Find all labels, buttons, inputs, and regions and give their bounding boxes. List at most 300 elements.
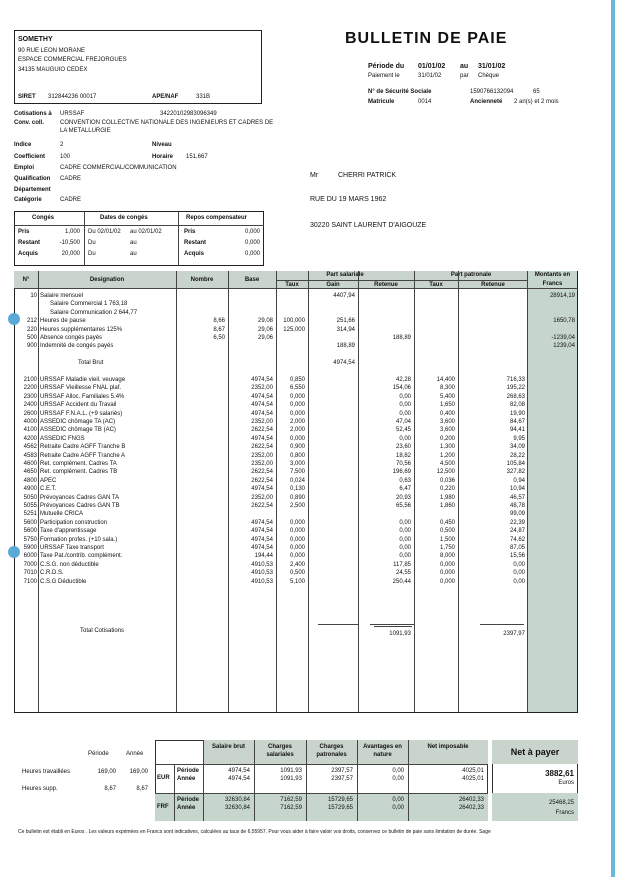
row-pretenue: 99,09 xyxy=(509,511,525,518)
total-ret-rule xyxy=(370,624,414,625)
emploi-label: Emploi xyxy=(14,165,35,171)
row-designation: Participation construction xyxy=(40,519,108,526)
repos-row-value: 0,000 xyxy=(244,251,260,257)
row-montant: 28914,19 xyxy=(549,293,575,299)
emploi-value: CADRE COMMERCIAL/COMMUNICATION xyxy=(60,165,177,171)
row-pretenue: 46,57 xyxy=(509,494,525,501)
summary-frf_a-1: 7162,59 xyxy=(280,805,302,811)
row-base: 2622,54 xyxy=(251,477,273,484)
summary-frf_p-4: 26402,33 xyxy=(458,797,484,803)
row-retenue: 65,56 xyxy=(395,503,411,509)
row-ptaux: 1,650 xyxy=(439,402,455,409)
conv-line1: CONVENTION COLLECTIVE NATIONALE DES INGENIEURS ET CADRES DE xyxy=(60,120,274,126)
indice-value: 2 xyxy=(60,142,64,148)
paid-method: Chèque xyxy=(478,73,500,79)
row-retenue: 154,06 xyxy=(392,385,411,392)
net-eur-value: 3882,61 xyxy=(545,769,574,778)
row-retenue: 0,00 xyxy=(399,402,411,409)
row-designation: Retraite Cadre AGFF Tranche B xyxy=(40,444,126,451)
th-part-salariale: Part salariale xyxy=(326,272,364,278)
row-retenue: 188,89 xyxy=(392,335,411,341)
row-base: 4974,54 xyxy=(251,528,273,535)
company-name: SOMETHY xyxy=(18,36,53,43)
row-ptaux: 1,200 xyxy=(439,452,455,459)
row-designation: Absence congés payés xyxy=(40,335,103,341)
summary-frf_p-3: 0,00 xyxy=(392,797,404,803)
sum-hours-label: Heures travaillées xyxy=(22,769,71,775)
sum-periode-h: Période xyxy=(88,751,109,757)
th-gain: Gain xyxy=(326,282,340,288)
row-num: 4000 xyxy=(23,419,37,425)
row-taux: 100,000 xyxy=(283,318,305,325)
total-patronale: 2397,97 xyxy=(503,631,525,637)
row-retenue: 0,00 xyxy=(399,393,411,400)
total-pat-rule xyxy=(480,624,524,625)
row-pretenue: 94,41 xyxy=(509,427,525,434)
row-ptaux: 0,220 xyxy=(439,486,455,493)
conv-label: Conv. coll. xyxy=(14,120,44,126)
repos-header: Repos compensateur xyxy=(186,215,248,221)
summary-mid-rule xyxy=(155,793,488,794)
sum-supp-label: Heures supp. xyxy=(22,786,58,792)
row-num: 7100 xyxy=(23,578,37,585)
row-nombre: 8,67 xyxy=(213,326,225,333)
summary-frf_a-4: 26402,33 xyxy=(458,805,484,811)
summary-eur_p-3: 0,00 xyxy=(392,768,404,774)
conges-row-from: Du xyxy=(88,251,96,257)
row-designation: Indemnité de congés payés xyxy=(40,343,114,350)
total-double-rule xyxy=(374,626,412,627)
row-designation: Prévoyances Cadres GAN TB xyxy=(40,503,120,509)
summary-frf-label: FRF xyxy=(157,804,169,810)
row-pretenue: 19,90 xyxy=(509,410,525,417)
th-des: Designation xyxy=(89,277,125,283)
row-base: 29,08 xyxy=(257,318,273,325)
row-pretenue: 10,94 xyxy=(509,486,525,493)
anciennete-value: 2 an(s) et 2 mois xyxy=(514,99,559,105)
footer-note: Ce bulletin est établi en Euros . Les valeurs exprimées en Francs sont indicatives, calculées au taux de 6,55957. Pour vous aider à faire valoir vos droits, conservez ce bulletin de paie sans limitation de durée. Sage xyxy=(18,829,491,835)
row-num: 4600 xyxy=(23,461,37,467)
row-pretenue: 0,94 xyxy=(513,477,525,484)
net-eur-unit: Euros xyxy=(558,780,574,786)
row-pretenue: 268,63 xyxy=(506,393,525,400)
row-pretenue: 48,78 xyxy=(509,503,525,509)
row-pretenue: 327,82 xyxy=(506,469,525,476)
row-ptaux: 0,450 xyxy=(439,519,455,526)
table-header-rule xyxy=(14,288,578,289)
conges-row-label: Restant xyxy=(18,240,41,246)
row-ptaux: 8,000 xyxy=(439,553,455,560)
row-num: 900 xyxy=(26,343,37,350)
summary-frf_p-0: 32630,84 xyxy=(224,797,250,803)
matricule-value: 0014 xyxy=(418,99,432,105)
summary-eur_a-0: 4974,54 xyxy=(228,776,250,782)
summary-header-0: Salaire brut xyxy=(211,744,245,750)
row-designation: URSSAF F.N.A.L. (+9 salariés) xyxy=(40,410,123,417)
row-designation: Retraite Cadre AGFF Tranche A xyxy=(40,452,126,459)
row-retenue: 117,85 xyxy=(393,561,411,568)
cat-label: Catégorie xyxy=(14,197,42,203)
repos-row-label: Acquis xyxy=(184,251,205,257)
conv-line2: LA METALLURGIE xyxy=(60,128,111,134)
row-num: 2100 xyxy=(23,377,37,383)
summary-eur_a-4: 4025,01 xyxy=(462,776,484,782)
row-taux: 2,000 xyxy=(289,419,305,425)
row-num: 4650 xyxy=(23,469,37,476)
summary-eur_a-1: 1091,93 xyxy=(280,776,302,782)
cat-value: CADRE xyxy=(60,197,82,203)
row-pretenue: 195,22 xyxy=(506,385,525,392)
row-retenue: 6,47 xyxy=(399,486,411,493)
sum-supp-period: 8,67 xyxy=(104,786,116,792)
row-base: 2352,00 xyxy=(251,494,273,501)
company-addr1: 90 RUE LEON MORANE xyxy=(18,48,86,54)
row-designation: Taxe Pat./contrib. complément. xyxy=(40,553,123,560)
row-num: 5600 xyxy=(23,519,37,526)
row-ptaux: 1,860 xyxy=(439,503,455,509)
th-taux: Taux xyxy=(285,282,299,288)
cotisations-value: URSSAF xyxy=(60,111,85,117)
coef-value: 100 xyxy=(60,154,71,160)
row-retenue: 250,44 xyxy=(392,578,411,585)
row-taux: 0,130 xyxy=(289,486,305,493)
dept-label: Département xyxy=(14,187,51,193)
row-pretenue: 105,84 xyxy=(506,461,525,467)
paid-label: Paiement le xyxy=(368,73,400,79)
row-num: 7000 xyxy=(23,561,37,568)
paid-par: par xyxy=(460,73,469,79)
horaire-label: Horaire xyxy=(152,154,174,160)
row-retenue: 52,45 xyxy=(395,427,411,434)
row-retenue: 0,00 xyxy=(399,553,411,560)
row-base: 2352,00 xyxy=(251,385,273,392)
total-gain-rule xyxy=(318,624,358,625)
row-designation: Salaire mensuel xyxy=(40,293,84,299)
qual-label: Qualification xyxy=(14,176,51,182)
row-base: 4910,53 xyxy=(251,578,273,585)
summary-frf_a-3: 0,00 xyxy=(392,805,404,811)
row-designation: C.S.G. non déductible xyxy=(40,561,99,568)
recipient-name: CHERRI PATRICK xyxy=(338,172,397,179)
row-retenue: 70,56 xyxy=(395,461,411,467)
row-num: 5050 xyxy=(23,494,37,501)
th-francs: Francs xyxy=(542,281,563,287)
summary-frf-annee: Année xyxy=(177,805,196,811)
siret-value: 312844236 00017 xyxy=(48,94,97,100)
row-taux: 2,500 xyxy=(289,503,305,509)
row-designation: URSSAF Maladie vieil. veuvage xyxy=(40,377,126,383)
row-num: 5900 xyxy=(23,545,37,551)
period-au: au xyxy=(460,63,469,70)
th-ptaux: Taux xyxy=(429,282,443,288)
th-part-patronale: Part patronale xyxy=(450,272,492,278)
summary-eur_a-2: 2397,57 xyxy=(331,776,353,782)
horaire-value: 151,667 xyxy=(186,154,208,160)
row-taux: 0,000 xyxy=(289,536,305,543)
th-montants: Montants en xyxy=(534,272,571,278)
row-num: 2300 xyxy=(23,393,37,400)
row-ptaux: 0,036 xyxy=(439,477,455,484)
row-pretenue: 0,00 xyxy=(513,570,525,577)
row-taux: 6,550 xyxy=(289,385,305,392)
row-pretenue: 0,00 xyxy=(513,561,525,568)
row-num: 2200 xyxy=(23,385,37,392)
row-taux: 2,400 xyxy=(289,561,305,568)
sum-hours-year: 169,00 xyxy=(129,769,148,775)
row-retenue: 0,00 xyxy=(399,536,411,543)
row-num: 4800 xyxy=(23,477,37,484)
recipient-addr2: 30220 SAINT LAURENT D'AIGOUZE xyxy=(310,222,427,229)
row-base: 4974,54 xyxy=(251,377,273,383)
period-from: 01/01/02 xyxy=(418,63,446,70)
conges-row-from: Du 02/01/02 xyxy=(88,229,121,235)
summary-header-4: Net imposable xyxy=(427,744,469,750)
summary-eur_p-0: 4974,54 xyxy=(228,768,250,774)
repos-row-label: Pris xyxy=(184,229,196,235)
th-nombre: Nombre xyxy=(190,277,214,283)
repos-row-label: Restant xyxy=(184,240,207,246)
row-retenue: 24,55 xyxy=(395,570,411,577)
conges-row-value: -10,500 xyxy=(59,240,80,246)
row-pretenue: 9,95 xyxy=(513,435,525,442)
company-addr3: 34135 MAUGUIO CEDEX xyxy=(18,67,88,73)
siret-label: SIRET xyxy=(18,94,36,100)
row-montant: 1650,78 xyxy=(553,318,575,325)
row-taux: 0,800 xyxy=(289,452,305,459)
row-taux: 0,000 xyxy=(289,410,305,417)
row-base: 4974,54 xyxy=(251,402,273,409)
row-ptaux: 1,300 xyxy=(439,444,455,451)
summary-eur_p-1: 1091,93 xyxy=(280,768,302,774)
summary-header-3: Avantages en nature xyxy=(363,744,402,758)
row-base: 2622,54 xyxy=(251,444,273,451)
row-designation: Mutuelle CRICA xyxy=(40,511,84,518)
row-ptaux: 1,500 xyxy=(439,536,455,543)
row-ptaux: 0,400 xyxy=(439,410,455,417)
row-taux: 0,890 xyxy=(289,494,305,501)
row-base: 4974,54 xyxy=(251,486,273,493)
row-taux: 0,000 xyxy=(289,519,305,526)
row-base: 4974,54 xyxy=(251,435,273,442)
row-gain: 314,94 xyxy=(336,326,355,333)
row-designation: Prévoyances Cadres GAN TA xyxy=(40,494,120,501)
row-ptaux: 12,500 xyxy=(436,469,455,476)
summary-frf_p-1: 7162,59 xyxy=(280,797,302,803)
row-pretenue: 74,62 xyxy=(509,536,525,543)
row-num: 4900 xyxy=(23,486,37,493)
row-ptaux: 0,200 xyxy=(439,435,455,442)
row-base: 4974,54 xyxy=(251,519,273,526)
coef-label: Coefficient xyxy=(14,154,46,160)
row-pretenue: 82,08 xyxy=(509,402,525,409)
row-montant: 1239,04 xyxy=(553,343,575,350)
dates-conges-header: Dates de congés xyxy=(100,215,148,221)
conges-row-to: au 02/01/02 xyxy=(130,229,162,235)
row-ptaux: 14,400 xyxy=(436,377,455,383)
row-retenue: 0,00 xyxy=(399,410,411,417)
row-gain: 4407,94 xyxy=(333,293,355,299)
row-ptaux: 3,600 xyxy=(439,419,455,425)
cotisations-number: 34220102983096349 xyxy=(160,111,217,117)
punch-hole-bottom xyxy=(8,546,20,558)
row-designation: C.E.T. xyxy=(40,486,57,493)
row-ptaux: 5,400 xyxy=(439,393,455,400)
row-num: 2600 xyxy=(23,410,37,417)
row-num: 4200 xyxy=(23,435,37,442)
row-taux: 7,500 xyxy=(289,469,305,476)
row-num: 4100 xyxy=(23,427,37,434)
row-taux: 0,500 xyxy=(289,570,305,577)
table-col-divider xyxy=(38,271,39,712)
row-designation: Heures supplémentaires 125% xyxy=(40,326,123,333)
row-base: 29,06 xyxy=(257,335,273,341)
row-base: 4974,54 xyxy=(251,536,273,543)
sum-annee-h: Année xyxy=(126,751,144,757)
row-taux: 0,000 xyxy=(289,435,305,442)
row-base: 2622,54 xyxy=(251,503,273,509)
ss-key: 65 xyxy=(533,89,540,95)
row-pretenue: 22,39 xyxy=(509,519,525,526)
summary-frf_a-0: 32630,84 xyxy=(224,805,250,811)
row-taux: 2,000 xyxy=(289,427,305,434)
row-designation: Heures de pause xyxy=(40,318,86,325)
row-base: 4974,54 xyxy=(251,545,273,551)
summary-frf_a-2: 15729,65 xyxy=(327,805,353,811)
row-num: 5600 xyxy=(23,528,37,535)
row-base: 2622,54 xyxy=(251,469,273,476)
row-designation: Ret. complément. Cadres TB xyxy=(40,469,118,476)
row-pretenue: 28,22 xyxy=(509,452,525,459)
row-taux: 0,850 xyxy=(289,377,305,383)
row-taux: 0,000 xyxy=(289,402,305,409)
qual-value: CADRE xyxy=(60,176,82,182)
total-retenue: 1091,93 xyxy=(389,631,411,637)
row-retenue: 20,93 xyxy=(395,494,411,501)
row-num: 5750 xyxy=(23,536,37,543)
row-base: 4910,53 xyxy=(251,570,273,577)
ape-value: 331B xyxy=(196,94,211,100)
th-n: N° xyxy=(22,277,30,283)
summary-eur-annee: Année xyxy=(177,776,196,782)
row-designation: ASSEDIC chômage TB (AC) xyxy=(40,427,116,434)
cotisations-label: Cotisations à xyxy=(14,111,52,117)
row-ptaux: 0,000 xyxy=(439,561,455,568)
row-designation: ASSEDIC FNGS xyxy=(40,435,85,442)
sum-hours-period: 169,00 xyxy=(97,769,116,775)
row-retenue: 196,69 xyxy=(392,469,411,476)
row-gain: 188,89 xyxy=(336,343,355,350)
row-taux: 0,024 xyxy=(289,477,305,484)
row-ptaux: 8,300 xyxy=(439,385,455,392)
th-pretenue: Retenue xyxy=(481,282,505,288)
repos-row-value: 0,000 xyxy=(244,240,260,246)
row-nombre: 6,50 xyxy=(213,335,225,341)
row-base: 2352,00 xyxy=(251,419,273,425)
summary-header-rule xyxy=(155,764,488,765)
row-ptaux: 0,500 xyxy=(439,528,455,535)
conges-header: Congés xyxy=(32,215,55,221)
row-num: 220 xyxy=(26,326,37,333)
row-montant: -1239,04 xyxy=(551,335,575,341)
conges-row-from: Du xyxy=(88,240,96,246)
th-retenue: Retenue xyxy=(374,282,398,288)
row-retenue: 0,63 xyxy=(399,477,411,484)
net-label: Net à payer xyxy=(510,747,560,757)
conges-row-label: Pris xyxy=(18,229,30,235)
page-title: BULLETIN DE PAIE xyxy=(345,30,508,47)
row-designation: C.S.G Déductible xyxy=(40,578,87,585)
conges-row-value: 20,000 xyxy=(61,251,80,257)
repos-row-value: 0,000 xyxy=(244,229,260,235)
row-designation: Ret. complément. Cadres TA xyxy=(40,461,117,467)
row-base: 2352,00 xyxy=(251,452,273,459)
page-edge-strip xyxy=(611,0,615,877)
row-designation: URSSAF Taxe transport xyxy=(40,545,104,551)
net-frf-unit: Francs xyxy=(555,810,574,816)
row-retenue: 0,00 xyxy=(399,519,411,526)
row-num: 10 xyxy=(30,293,37,299)
punch-hole-top xyxy=(8,313,20,325)
row-pretenue: 0,00 xyxy=(513,578,525,585)
recipient-addr1: RUE DU 19 MARS 1962 xyxy=(310,196,387,203)
paid-date: 31/01/02 xyxy=(418,73,442,79)
row-taux: 5,100 xyxy=(289,578,305,585)
total-cotisations-label: Total Cotisations xyxy=(80,628,125,634)
summary-header-2: Charges patronales xyxy=(316,744,347,758)
summary-frf-periode: Période xyxy=(177,797,200,803)
row-designation: Salaire Commercial 1 763,18 xyxy=(50,301,128,308)
ss-label: N° de Sécurité Sociale xyxy=(368,89,432,95)
net-frf-value: 25468,25 xyxy=(548,800,574,806)
conges-row-to: au xyxy=(130,251,137,257)
row-taux: 0,000 xyxy=(289,545,305,551)
row-ptaux: 1,750 xyxy=(439,545,455,551)
period-label: Période du xyxy=(368,63,405,70)
th-base: Base xyxy=(244,277,260,283)
conges-row-to: au xyxy=(130,240,137,246)
matricule-label: Matricule xyxy=(368,99,395,105)
row-num: 4562 xyxy=(23,444,37,451)
ss-number: 1590766132094 xyxy=(470,89,514,95)
row-designation: URSSAF Alloc. Familiales 5.4% xyxy=(40,393,125,400)
row-pretenue: 84,67 xyxy=(509,419,525,425)
row-nombre: 8,66 xyxy=(213,318,225,325)
row-taux: 0,000 xyxy=(289,553,305,560)
row-num: 7010 xyxy=(23,570,37,577)
row-taux: 0,900 xyxy=(289,444,305,451)
row-num: 6000 xyxy=(23,553,37,560)
row-base: 4974,54 xyxy=(251,393,273,400)
ape-label: APE/NAF xyxy=(152,94,179,100)
row-retenue: 0,00 xyxy=(399,528,411,535)
row-pretenue: 24,87 xyxy=(509,528,525,535)
indice-label: Indice xyxy=(14,142,32,148)
row-taux: 0,000 xyxy=(289,393,305,400)
summary-header-1: Charges salariales xyxy=(266,744,294,758)
row-retenue: 0,00 xyxy=(399,435,411,442)
row-ptaux: 1,980 xyxy=(439,494,455,501)
row-taux: 3,000 xyxy=(289,461,305,467)
row-gain: 251,66 xyxy=(336,318,355,325)
row-num: 4583 xyxy=(23,452,37,459)
row-designation: ASSEDIC chômage TA (AC) xyxy=(40,419,116,425)
row-retenue: 23,60 xyxy=(395,444,411,451)
conges-row-label: Acquis xyxy=(18,251,39,257)
row-base: 2622,54 xyxy=(251,427,273,434)
row-designation: APEC xyxy=(40,477,57,484)
row-num: 212 xyxy=(26,318,37,325)
row-designation: Taxe d'apprentissage xyxy=(40,528,97,535)
